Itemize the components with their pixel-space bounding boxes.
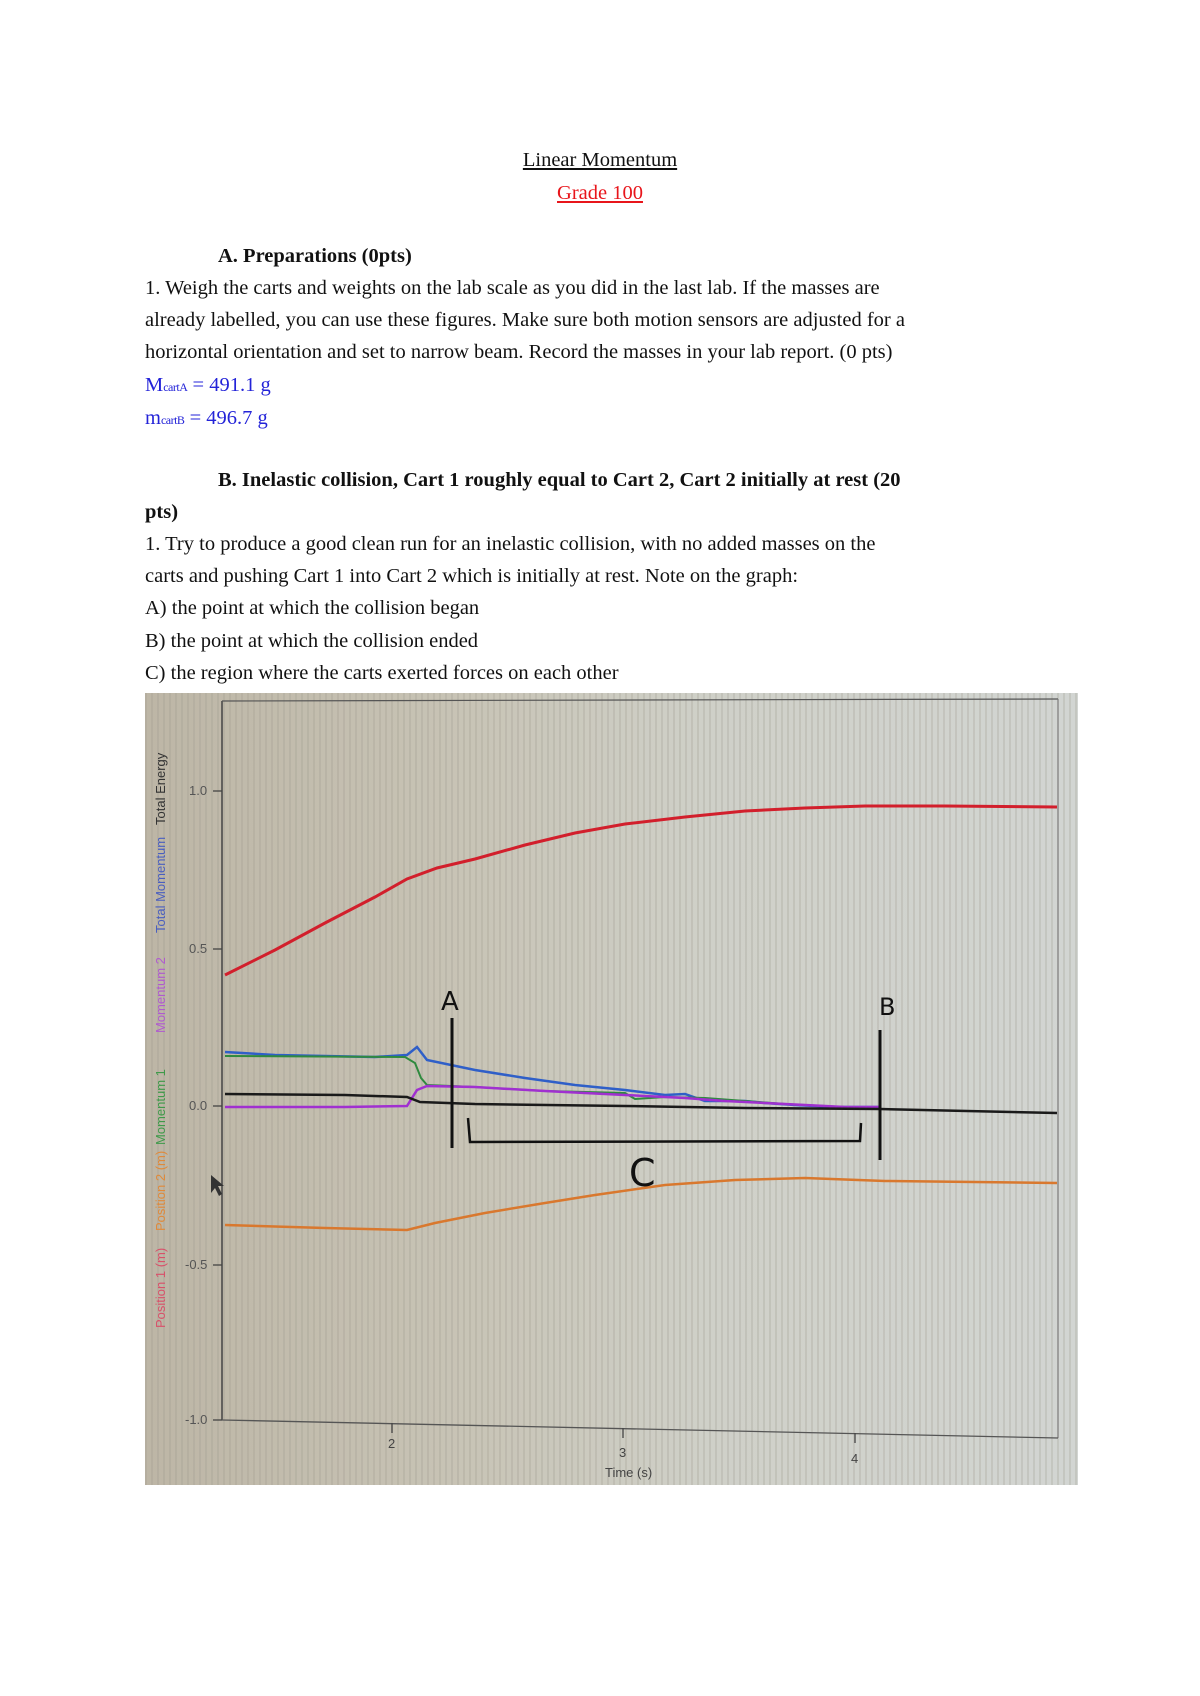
graph-photo bbox=[145, 693, 1078, 1485]
mass-b-value: = 496.7 g bbox=[184, 407, 268, 429]
legend-position-1: Position 1 (m) bbox=[153, 1247, 168, 1328]
mass-a-subscript: cartA bbox=[163, 380, 188, 394]
mass-a-value: = 491.1 g bbox=[187, 374, 271, 396]
annotation-b-label: B bbox=[879, 993, 896, 1021]
x-tick-label: 2 bbox=[388, 1436, 396, 1451]
y-tick-label: 0.0 bbox=[189, 1098, 208, 1113]
legend-total-energy: Total Energy bbox=[153, 752, 168, 825]
section-a-text-line: 1. Weigh the carts and weights on the lab scale as you did in the last lab. If the masses are bbox=[145, 277, 880, 299]
mass-b-subscript: cartB bbox=[160, 413, 185, 427]
annotation-c-label: C bbox=[629, 1151, 656, 1195]
section-a-heading: A. Preparations (0pts) bbox=[218, 245, 412, 267]
y-tick-label: 0.5 bbox=[189, 941, 208, 956]
legend-momentum-2: Momentum 2 bbox=[153, 957, 168, 1033]
annotation-a-label: A bbox=[441, 987, 459, 1017]
legend-total-momentum: Total Momentum bbox=[153, 836, 168, 933]
y-tick-label: 1.0 bbox=[189, 783, 208, 798]
y-tick-label: -0.5 bbox=[185, 1257, 208, 1272]
legend-position-2: Position 2 (m) bbox=[153, 1150, 168, 1231]
mass-b-symbol: m bbox=[145, 407, 161, 429]
x-axis-label: Time (s) bbox=[605, 1465, 653, 1480]
section-b-heading: B. Inelastic collision, Cart 1 roughly equal to Cart 2, Cart 2 initially at rest (20 bbox=[218, 469, 901, 491]
graph-canvas bbox=[145, 693, 1078, 1485]
y-tick-label: -1.0 bbox=[185, 1412, 208, 1427]
section-b-text-line: carts and pushing Cart 1 into Cart 2 which is initially at rest. Note on the graph: bbox=[145, 565, 799, 587]
section-b-item-a: A) the point at which the collision began bbox=[145, 597, 480, 619]
mass-cart-a bbox=[145, 373, 271, 399]
section-a-text-line: already labelled, you can use these figures. Make sure both motion sensors are adjusted for a bbox=[145, 309, 905, 331]
section-b-heading-cont: pts) bbox=[145, 501, 179, 523]
section-b-item-c: C) the region where the carts exerted forces on each other bbox=[145, 662, 619, 684]
grade-label: Grade 100 bbox=[557, 182, 643, 204]
section-b-item-b: B) the point at which the collision ended bbox=[145, 630, 479, 652]
section-b-text-line: 1. Try to produce a good clean run for an inelastic collision, with no added masses on the bbox=[145, 533, 876, 555]
document-title: Linear Momentum bbox=[522, 149, 678, 171]
mass-cart-b bbox=[145, 406, 268, 432]
x-tick-label: 4 bbox=[851, 1451, 859, 1466]
mass-a-symbol: M bbox=[145, 374, 164, 396]
x-tick-label: 3 bbox=[619, 1445, 627, 1460]
legend-momentum-1: Momentum 1 bbox=[153, 1069, 168, 1145]
section-a-text-line: horizontal orientation and set to narrow beam. Record the masses in your lab report. (0 pts) bbox=[145, 341, 893, 363]
